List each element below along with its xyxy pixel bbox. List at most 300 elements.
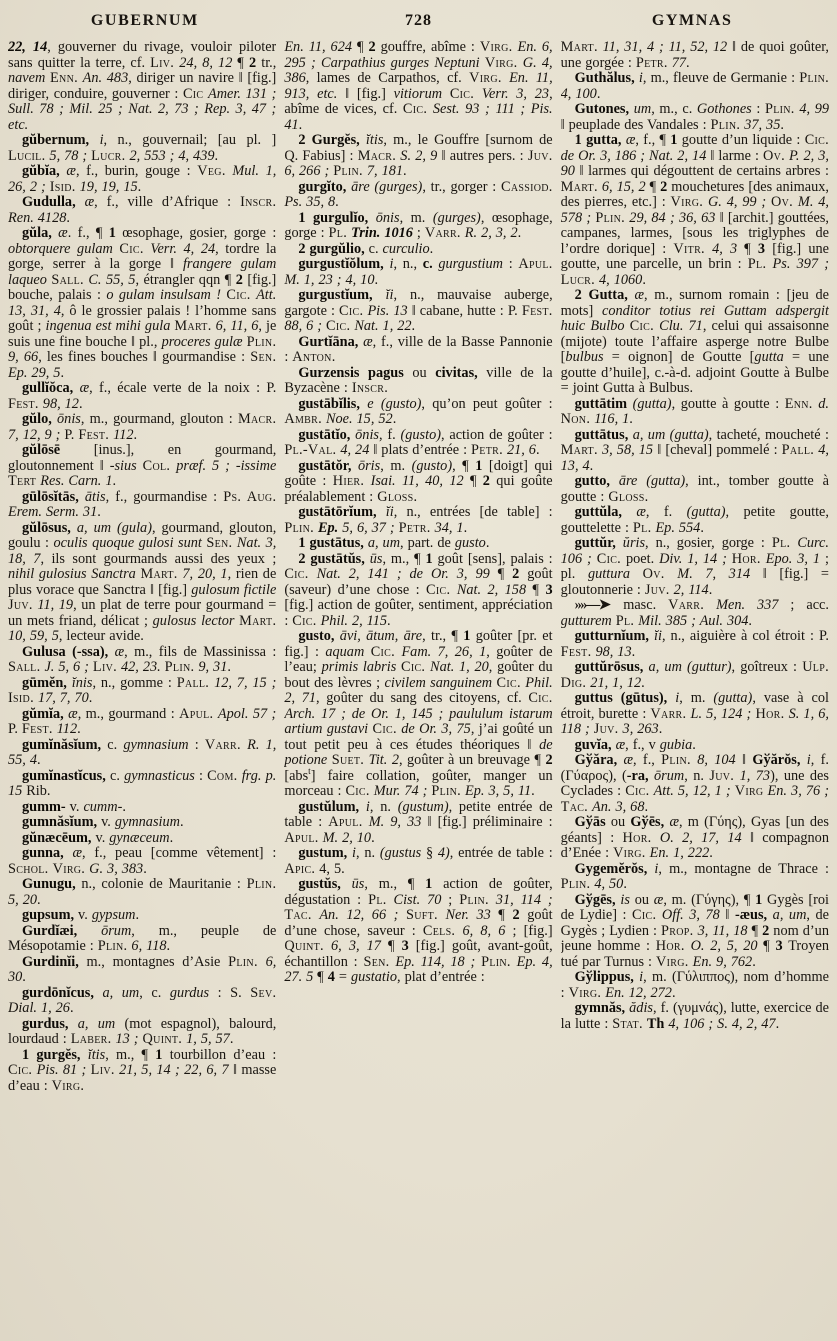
italic-text: Nat. 2, 141 ; de Or. 3, 99 <box>316 566 490 582</box>
dictionary-entry: gŭnæcēum, v. gynæceum. <box>22 829 174 846</box>
italic-text: 98, 12 <box>42 395 79 412</box>
italic-text: proceres gulæ <box>161 333 243 350</box>
italic-text: 7, 20, 1 <box>182 566 228 582</box>
italic-text: 2, 553 ; 4, 439 <box>129 147 215 164</box>
italic-text: ōnis <box>57 411 81 427</box>
italic-text: de Or. 3, 186 ; Nat. 2, 14 <box>560 147 707 164</box>
smallcaps-citation: Sall. <box>51 271 84 288</box>
italic-text: 6, 266 ; <box>284 163 330 179</box>
smallcaps-citation: Lucr. <box>560 271 596 288</box>
headword-bold-text: Gygemĕrŏs, <box>574 860 648 877</box>
italic-text: 77 <box>671 54 687 71</box>
italic-text: M. 4, 578 ; <box>560 194 829 226</box>
italic-text: Nat. 1, 20 <box>430 659 489 675</box>
italic-text: Ep. 3, 5, 11 <box>465 783 532 799</box>
headword-bold-text: 2 Gutta, <box>574 287 628 303</box>
smallcaps-citation: Schol. Virg. <box>8 860 86 877</box>
smallcaps-citation: Laber. <box>70 1031 112 1047</box>
smallcaps-citation: Lucr. <box>91 147 126 164</box>
smallcaps-citation: Dig. <box>560 674 587 691</box>
italic-text: 34, 1 <box>434 519 464 536</box>
smallcaps-citation: Inscr. <box>351 380 389 396</box>
bold-italic-text: Trin. 1016 <box>351 225 413 241</box>
smallcaps-citation: Varr. <box>204 736 241 753</box>
headword-bold-text: gurdōnĭcus, <box>22 984 94 1001</box>
smallcaps-citation: Pall. <box>176 674 210 691</box>
dictionary-entry: Gurdinĭi, m., montagnes d’Asie Plin. 6, 30. <box>8 953 277 985</box>
italic-text: 4, 24 <box>340 442 370 458</box>
italic-text: 5, 6, 37 ; <box>342 519 395 536</box>
smallcaps-citation: Cic. <box>528 690 553 706</box>
italic-text: 1, 73 <box>739 767 771 784</box>
smallcaps-citation: Apul. <box>284 829 319 846</box>
italic-text: (gustus <box>379 845 422 861</box>
headword-bold-text: gurgustĭum, <box>298 287 373 303</box>
headword-bold-text: Gurzensis pagus <box>298 364 404 381</box>
smallcaps-citation: Cic. <box>632 907 657 923</box>
italic-text: gymnasium <box>114 814 180 830</box>
smallcaps-citation: Cic. <box>426 581 451 598</box>
italic-text: C. 55, 5 <box>88 271 136 288</box>
dictionary-entry: gŭbĭa, æ, f., burin, gouge : Veg. Mul. 1, 26, 2 ; Isid. 19, 19, 15. <box>8 163 277 195</box>
headword-bold-text: gustātŏr, <box>298 457 352 474</box>
headword-bold-text: gŭbĭa, <box>22 163 60 179</box>
smallcaps-citation: Plin. <box>560 876 591 892</box>
dictionary-entry: guvĭa, æ, f., v gubia. <box>574 736 696 753</box>
smallcaps-citation: Anton. <box>292 349 336 365</box>
headword-bold-text: gurdus, <box>22 1015 69 1032</box>
smallcaps-citation: Cic. <box>402 101 428 117</box>
italic-text: i <box>675 690 680 706</box>
smallcaps-citation: Virg. <box>51 1077 85 1094</box>
smallcaps-citation: Fest. <box>560 643 592 660</box>
headword-bold-text: gumĭnastĭcus, <box>22 767 106 784</box>
italic-text: R. 2, 3, 2 <box>464 225 518 241</box>
headword-bold-text: gusto, <box>298 628 335 644</box>
italic-text: An. 3, 68 <box>592 798 645 815</box>
smallcaps-citation: Hor. <box>655 938 685 954</box>
italic-text: ădis <box>629 1000 653 1016</box>
smallcaps-citation: Plin. <box>481 953 511 970</box>
italic-text: Res. Carn. 1 <box>40 473 113 489</box>
dictionary-entry: gusto, āvi, ātum, āre, tr., ¶ 1 goûter [pr. et fig.] : aquam Cic. Fam. 7, 26, 1, goûter de l’eau; primis labris Cic. Nat. 1, 20, goûter du bout des lèvres ; civilem sanguinem Cic. Phil. 2, 71, goûter du sang des citoyens, cf. Cic. Arch. 17 ; de Or. 1, 145 ; paululum istarum artium gustavi Cic. de Or. 3, 75, j’ai goûté un tout petit peu à ces études théoriques ‖ de potione Suet. Tit. 2, goûter à un breuvage ¶ 2 [abs$^t$] faire collation, goûter, manger un morceau : Cic. Mur. 74 ; Plin. Ep. 3, 5, 11. <box>284 628 553 799</box>
smallcaps-citation: Hor. <box>622 829 652 846</box>
headword-bold-text: gustum, <box>298 845 348 861</box>
headword-bold-text: guvĭa, <box>574 736 612 753</box>
dictionary-entry: gustŭs, ūs, m., ¶ 1 action de goûter, dégustation : Pl. Cist. 70 ; Plin. 31, 114 ; Tac. An. 12, 66 ; Suft. Ner. 33 ¶ 2 goût d’une chose, saveur : Cels. 6, 8, 6 ; [fig.] Quint. 6, 3, 17 ¶ 3 [fig.] goût, avant-goût, échantillon : Sen. Ep. 114, 18 ; Plin. Ep. 4, 27. 5 ¶ 4 = gustatio, plat d’entrée : <box>284 876 553 985</box>
dictionary-entry: 2 gustātŭs, ūs, m., ¶ 1 goût [sens], palais : Cic. Nat. 2, 141 ; de Or. 3, 99 ¶ 2 goût (saveur) d’une chose : Cic. Nat. 2, 158 ¶ 3 [fig.] action de goûter, sentiment, appréciation : Cic. Phil. 2, 115. <box>284 550 553 629</box>
headword-bold-text: gustābĭlis, <box>298 395 360 412</box>
italic-text: 42, 23. <box>120 659 161 675</box>
headword-bold-text: gūlōsĭtās, <box>22 488 79 505</box>
smallcaps-citation: Fest. <box>78 426 110 443</box>
italic-text: ōnis <box>355 426 379 443</box>
italic-text: o gulam insulsam ! <box>106 287 221 303</box>
italic-text: vitiorum <box>393 85 443 102</box>
headword-bold-text: 1 <box>108 225 116 241</box>
smallcaps-citation: Cic. <box>629 318 655 334</box>
headword-bold-text: gŭlōsus, <box>22 519 71 536</box>
italic-text: æ <box>653 891 664 908</box>
smallcaps-citation: Sev. <box>250 984 277 1001</box>
italic-text: 112 <box>56 721 78 737</box>
italic-text: En. 6, 295 ; Carpathius gurges Neptuni <box>284 40 553 71</box>
smallcaps-citation: Apul. <box>179 705 214 722</box>
italic-text: Tit. 2 <box>368 752 399 768</box>
smallcaps-citation: Tert <box>8 473 37 489</box>
italic-text: 116, 1 <box>594 411 630 427</box>
headword-bold-text: gurgustĭŏlum, <box>298 256 384 272</box>
italic-text: 13 ; <box>115 1031 139 1047</box>
italic-text: i <box>639 969 644 985</box>
dictionary-entry: guttŭla, æ, f. (gutta), petite goutte, gouttelette : Pl. Ep. 554. <box>560 504 829 536</box>
italic-text: Verr. 4, 24 <box>150 240 216 257</box>
headword-bold-text: Gўēs, <box>630 814 665 830</box>
italic-text: de Or. 3, 75 <box>401 721 471 737</box>
note-arrow-icon: »»—➤ <box>574 597 610 613</box>
italic-text: Apol. 57 ; <box>217 705 277 722</box>
italic-text: i <box>351 845 356 861</box>
smallcaps-citation: Sall. <box>8 659 41 675</box>
dictionary-entry: gustātĭo, ōnis, f. (gusto), action de goûter : Pl.-Val. 4, 24 ‖ plats d’entrée : Petr. 21, 6. <box>284 426 553 458</box>
dictionary-entry: guttātim (gutta), goutte à goutte : Enn. d. Non. 116, 1. <box>560 395 829 427</box>
smallcaps-citation: Liv. <box>90 1062 115 1078</box>
italic-text: ĭtis <box>87 1046 106 1063</box>
italic-text: En. 11, 913, etc. <box>284 70 553 102</box>
headword-bold-text: Gunugu, <box>22 876 76 892</box>
smallcaps-citation: Pl. <box>368 891 387 908</box>
headword-bold-text: Guthălus, <box>574 70 635 86</box>
italic-text: M. 7, 314 <box>677 566 751 582</box>
italic-text: (gutta) <box>632 395 672 412</box>
headword-bold-text: 2 gustātŭs, <box>298 550 365 567</box>
smallcaps-citation: Gloss. <box>608 488 649 505</box>
italic-text: 1, 5, 57 <box>186 1031 230 1047</box>
dictionary-entry: gŭlo, ōnis, m., gourmand, glouton : Macr. 7, 12, 9 ; P. Fest. 112. <box>8 411 277 443</box>
running-header <box>8 12 829 30</box>
smallcaps-citation: Cic. <box>625 783 650 799</box>
italic-text: Ep. 29, 5 <box>8 364 61 381</box>
italic-text: 37, 35 <box>744 116 781 133</box>
italic-text: Arch. 17 ; de Or. 1, 145 ; paululum istarum artium gustavi <box>284 705 553 737</box>
entry-continuation: En. 11, 624 ¶ 2 gouffre, abîme : Virg. En. 6, 295 ; Carpathius gurges Neptuni Virg. G. 4, 386, lames de Carpathos, cf. Virg. En. 11, 913, etc. ‖ [fig.] vitiorum Cic. Verr. 3, 23, abîme de vices, cf. Cic. Sest. 93 ; 111 ; Pis. 41. <box>284 40 553 133</box>
italic-text: ōrum <box>654 767 685 784</box>
superscript-text: t <box>308 766 311 777</box>
italic-text: 4, 1060 <box>599 271 643 288</box>
smallcaps-citation: Varr. <box>668 597 705 613</box>
headword-bold-text: 2 <box>660 178 668 195</box>
smallcaps-citation: Pl. <box>747 256 767 272</box>
dictionary-entry: guttus (gūtus), i, m. (gutta), vase à col étroit, burette : Varr. L. 5, 124 ; Hor. S. 1, 6, 118 ; Juv. 3, 263. <box>560 690 829 737</box>
italic-text: 4, 99 <box>799 101 829 117</box>
smallcaps-citation: Virg. <box>484 54 518 71</box>
italic-text: Amer. 131 ; Sull. 78 ; Mil. 25 ; Nat. 2, 73 ; Rep. 3, 47 ; etc. <box>8 85 277 133</box>
smallcaps-citation: Virg. <box>670 194 704 210</box>
italic-text: Off. 3, 78 <box>661 907 720 923</box>
italic-text: 6, 11, 6 <box>215 318 259 334</box>
headword-bold-text: gustātĭo, <box>298 426 351 443</box>
headword-bold-text: 2 <box>512 566 520 582</box>
italic-text: P. 2, 3, 90 <box>560 147 829 179</box>
italic-text: 4, 106 ; S. 4, 2, 47 <box>668 1015 776 1032</box>
italic-text: i <box>99 132 104 148</box>
dictionary-entry: gutto, āre (gutta), int., tomber goutte à goutte : Gloss. <box>560 473 829 505</box>
italic-text: æ <box>623 752 634 768</box>
headword-bold-text: gymnăs, <box>574 1000 626 1016</box>
headword-bold-text: Gudulla, <box>22 194 76 210</box>
italic-text: āvi, ātum, āre <box>339 628 423 644</box>
italic-text: i <box>389 256 394 272</box>
smallcaps-citation: Com. <box>207 767 238 784</box>
italic-text: 6, 30 <box>8 953 277 985</box>
headword-bold-text: gustātōrĭum, <box>298 504 377 520</box>
italic-text: Curc. 106 ; <box>560 535 829 567</box>
italic-text: ĭnis <box>71 674 93 691</box>
headword-bold-text: guttŭrōsus, <box>574 659 644 675</box>
text-columns <box>8 40 829 1335</box>
smallcaps-citation: Gloss. <box>377 488 418 505</box>
dictionary-entry: gŭbernum, i, n., gouvernail; [au pl. ] Lucil. 5, 78 ; Lucr. 2, 553 ; 4, 439. <box>8 132 277 164</box>
headword-bold-text: gurgĭto, <box>298 178 347 195</box>
italic-text: Gothones <box>696 101 752 117</box>
italic-text: J. 5, 6 ; <box>44 659 89 675</box>
italic-text: i <box>654 860 659 877</box>
smallcaps-citation: Juv. <box>709 767 735 784</box>
smallcaps-citation: Plin. <box>710 116 741 133</box>
smallcaps-citation: Apul. <box>518 256 553 272</box>
headword-bold-text: 2 <box>545 752 553 768</box>
dictionary-entry: gupsum, v. gypsum. <box>22 907 140 923</box>
headword-bold-text: 3 <box>775 938 783 954</box>
italic-text: L. 5, 124 ; <box>690 705 752 722</box>
dictionary-entry: 1 gurgulĭo, ōnis, m. (gurges), œsophage, gorge : Pl. Trin. 1016 ; Varr. R. 2, 3, 2. <box>284 209 553 241</box>
dictionary-entry: guttŭrōsus, a, um (guttur), goîtreux : Ulp. Dig. 21, 1, 12. <box>560 659 829 691</box>
italic-text: M. 1, 23 ; 4, 10 <box>284 271 375 288</box>
smallcaps-citation: Virg <box>734 783 764 799</box>
smallcaps-citation: Lucil. <box>8 147 46 164</box>
headword-bold-text: 3 <box>757 240 766 257</box>
headword-bold-text: gŭbernum, <box>22 132 90 148</box>
italic-text: primis labris <box>321 659 397 675</box>
headword-bold-text: Gulusa (-ssa), <box>22 643 109 660</box>
italic-text: curculio <box>382 240 430 257</box>
dictionary-entry: gumĭnastĭcus, c. gymnasticus : Com. frg. p. 15 Rib. <box>8 767 277 799</box>
smallcaps-citation: Pl. <box>328 225 348 241</box>
italic-text: 3, 263 <box>622 721 659 737</box>
italic-text: e (gusto) <box>367 395 422 412</box>
headword-bold-text: gŭla, <box>22 225 52 241</box>
smallcaps-citation: Cic. <box>370 643 396 660</box>
italic-text: ūs <box>351 876 365 892</box>
dictionary-entry: gumĭnăsĭum, c. gymnasium : Varr. R. 1, 55, 4. <box>8 736 277 768</box>
dictionary-entry: Gurzensis pagus ou civitas, ville de la Byzacène : Inscr. <box>284 364 553 396</box>
dictionary-entry: gurdus, a, um (mot espagnol), balourd, lourdaud : Laber. 13 ; Quint. 1, 5, 57. <box>8 1015 277 1047</box>
italic-text: gymnasticus <box>124 767 195 784</box>
page-number: 728 <box>405 12 432 29</box>
smallcaps-citation: Cic. <box>8 1062 33 1078</box>
italic-text: Phil. 2, 115 <box>320 612 388 629</box>
italic-text: 88, 6 ; <box>284 318 323 334</box>
smallcaps-citation: Plin. <box>228 953 258 970</box>
smallcaps-citation: Virg. <box>613 845 646 861</box>
smallcaps-citation: Plin. <box>431 783 462 799</box>
dictionary-entry: gūmĕn, ĭnis, n., gomme : Pall. 12, 7, 15 ; Isid. 17, 7, 70. <box>8 674 277 706</box>
smallcaps-citation: Cic. <box>401 659 426 675</box>
italic-text: a, um <box>77 1015 116 1032</box>
smallcaps-citation: Plin. <box>661 752 691 768</box>
smallcaps-citation: Hier. <box>332 473 365 489</box>
dictionary-entry: gurgĭto, āre (gurges), tr., gorger : Cassiod. Ps. 35, 8. <box>284 178 553 210</box>
smallcaps-citation: Mart. <box>174 318 212 334</box>
headword-bold-text: 4 <box>327 969 335 985</box>
smallcaps-citation: Petr. <box>635 54 668 71</box>
italic-text: ĭi <box>385 504 394 520</box>
italic-text: 31, 114 ; <box>495 891 553 908</box>
smallcaps-citation: Cic. <box>804 132 829 148</box>
headword-bold-text: gumĭnăsĭum, <box>22 736 102 753</box>
italic-text: ātis <box>84 488 106 505</box>
smallcaps-citation: Cic. <box>284 566 309 582</box>
italic-text: (gutta) <box>686 504 726 520</box>
smallcaps-citation: Cic. <box>449 85 475 102</box>
dictionary-entry: gŭmĭa, æ, m., gourmand : Apul. Apol. 57 ; P. Fest. 112. <box>8 705 277 737</box>
italic-text: ĭtis <box>365 132 384 148</box>
smallcaps-citation: Ps. Aug. <box>223 488 277 505</box>
dictionary-entry: 2 gurgŭlio, c. curculio. <box>298 240 434 257</box>
italic-text: guttura <box>587 566 631 582</box>
header-left-catchword: GUBERNUM <box>90 12 199 29</box>
headword-bold-text: 2 <box>235 271 243 288</box>
smallcaps-citation: Suft. <box>406 907 438 923</box>
italic-text: Isai. 11, 40, 12 <box>370 473 464 489</box>
smallcaps-citation: Cels. <box>422 922 456 939</box>
italic-text: Ep. 554 <box>655 519 701 536</box>
italic-text: præf. 5 ; <box>176 457 230 474</box>
italic-text: 7, 181 <box>366 163 404 179</box>
dictionary-entry: Gurdĭæi, ōrum, m., peuple de Mésopotamie : Plin. 6, 118. <box>8 922 277 954</box>
italic-text: 21, 1, 12 <box>590 674 642 691</box>
italic-text: Men. 337 <box>716 597 779 613</box>
italic-text: 12, 7, 15 ; <box>214 674 277 691</box>
headword-bold-text: gupsum, <box>22 907 75 923</box>
italic-text: 4, 100 <box>560 85 597 102</box>
italic-text: gymnasium <box>123 736 189 753</box>
italic-text: 6, 8, 6 <box>462 922 506 939</box>
headword-bold-text: guttātim <box>574 395 628 412</box>
headword-bold-text: 2 gurgŭlio, <box>298 240 365 257</box>
italic-text: 4, 50 <box>594 876 624 892</box>
italic-text: 3, 58, 15 <box>601 442 654 458</box>
smallcaps-citation: Plin. <box>765 101 795 117</box>
italic-text: ŭris <box>622 535 646 551</box>
italic-text: æ <box>363 333 373 350</box>
italic-text: 9, 66 <box>8 349 39 365</box>
headword-bold-text: 1 gutta, <box>574 132 622 148</box>
italic-text: Phil. 2, 71 <box>284 674 553 706</box>
italic-text: d. <box>818 395 829 412</box>
italic-text: bulbus <box>565 349 604 365</box>
italic-text: G. 4, 386 <box>284 54 553 86</box>
smallcaps-citation: Ov. <box>771 194 794 210</box>
headword-bold-text: 1 gurgulĭo, <box>298 209 369 226</box>
italic-text: (gusto) <box>411 457 453 474</box>
smallcaps-citation: Plin. <box>459 891 489 908</box>
italic-text: G. 3, 383 <box>89 860 144 877</box>
italic-text: ĭi <box>653 628 662 644</box>
headword-bold-text: 1 <box>463 628 471 644</box>
headword-bold-text: 2 <box>368 40 376 55</box>
italic-text: āre (gurges) <box>351 178 423 195</box>
italic-text: 17, 7, 70 <box>37 690 89 706</box>
headword-bold-text: civitas, <box>435 364 478 381</box>
italic-text: i <box>806 752 811 768</box>
italic-text: civilem sanguinem <box>384 674 493 691</box>
italic-text: An. 483 <box>82 70 129 86</box>
dictionary-entry: Gўgēs, is ou æ, m. (Γύγης), ¶ 1 Gygès [roi de Lydie] : Cic. Off. 3, 78 ‖ -æus, a, um, de Gygès ; Lydien : Prop. 3, 11, 18 ¶ 2 nom d’un jeune homme : Hor. O. 2, 5, 20 ¶ 3 Troyen tué par Turnus : Virg. En. 9, 762. <box>560 891 829 970</box>
smallcaps-citation: Non. <box>560 411 591 427</box>
smallcaps-citation: Liv. <box>150 54 175 71</box>
italic-text: -issime <box>235 457 277 474</box>
smallcaps-citation: Suet. <box>331 752 365 768</box>
italic-text: 29, 84 ; 36, 63 <box>629 209 716 226</box>
italic-text: æ <box>68 705 78 722</box>
italic-text: 21, 6 <box>506 442 536 458</box>
italic-text: æ <box>114 643 125 660</box>
smallcaps-citation: Virg. <box>568 984 602 1001</box>
dictionary-entry: gustātōrĭum, ĭi, n., entrées [de table] : Plin. Ep. 5, 6, 37 ; Petr. 34, 1. <box>284 504 553 536</box>
headword-bold-text: Gўărŏs, <box>752 752 801 768</box>
smallcaps-citation: Tac. <box>284 907 312 923</box>
headword-bold-text: Gўăra, <box>574 752 618 768</box>
headword-bold-text: gūmĕn, <box>22 674 67 691</box>
smallcaps-citation: Sen. <box>206 535 233 551</box>
smallcaps-citation: Cic. <box>345 783 370 799</box>
headword-bold-text: 1 <box>425 550 433 567</box>
italic-text: a, um (gutta) <box>632 426 709 443</box>
smallcaps-citation: Cic. <box>496 674 521 691</box>
italic-text: 6, 118 <box>131 938 167 954</box>
headword-bold-text: gŭnæcēum, <box>22 829 92 846</box>
italic-text: 9, 31 <box>198 659 228 675</box>
italic-text: S. 2, 9 <box>400 147 438 164</box>
italic-text: Fam. 7, 26, 1 <box>401 643 487 660</box>
smallcaps-citation: Cic <box>182 85 204 102</box>
dictionary-entry: 2 Gurgĕs, ĭtis, m., le Gouffre [surnom de Q. Fabius] : Macr. S. 2, 9 ‖ autres pers. : Juv. 6, 266 ; Plin. 7, 181. <box>284 132 553 179</box>
smallcaps-citation: Enn. <box>50 70 78 86</box>
italic-text: 24, 8, 12 <box>179 54 233 71</box>
italic-text: Ner. 33 <box>445 907 491 923</box>
dictionary-entry: 1 gurgĕs, ĭtis, m., ¶ 1 tourbillon d’eau : Cic. Pis. 81 ; Liv. 21, 5, 14 ; 22, 6, 7 ‖ masse d’eau : Virg. <box>8 1046 277 1094</box>
italic-text: 11, 31, 4 ; 11, 52, 12 <box>602 40 728 55</box>
headword-bold-text: guttus (gūtus), <box>574 690 668 706</box>
headword-bold-text: 1 gustātus, <box>298 535 364 551</box>
italic-text: Ps. 397 ; <box>772 256 829 272</box>
italic-text: gurgustium <box>438 256 503 272</box>
smallcaps-citation: Cic. <box>596 550 622 567</box>
italic-text: 98, 13 <box>595 643 632 660</box>
headword-bold-text: Gutones, <box>574 101 630 117</box>
headword-bold-text: gumm- <box>22 798 66 815</box>
smallcaps-citation: Varr. <box>424 225 461 241</box>
italic-text: um <box>633 101 652 117</box>
headword-bold-text: guttŭla, <box>574 504 622 520</box>
smallcaps-citation: Pall. <box>781 442 815 458</box>
dictionary-entry: Gutones, um, m., c. Gothones : Plin. 4, 99 ‖ peuplade des Vandales : Plin. 37, 35. <box>560 101 829 133</box>
smallcaps-citation: Plin. <box>333 163 363 179</box>
italic-text: En. 9, 762 <box>692 953 753 970</box>
smallcaps-citation: Ulp. <box>802 659 829 675</box>
italic-text: S. 1, 6, 118 ; <box>560 705 829 737</box>
